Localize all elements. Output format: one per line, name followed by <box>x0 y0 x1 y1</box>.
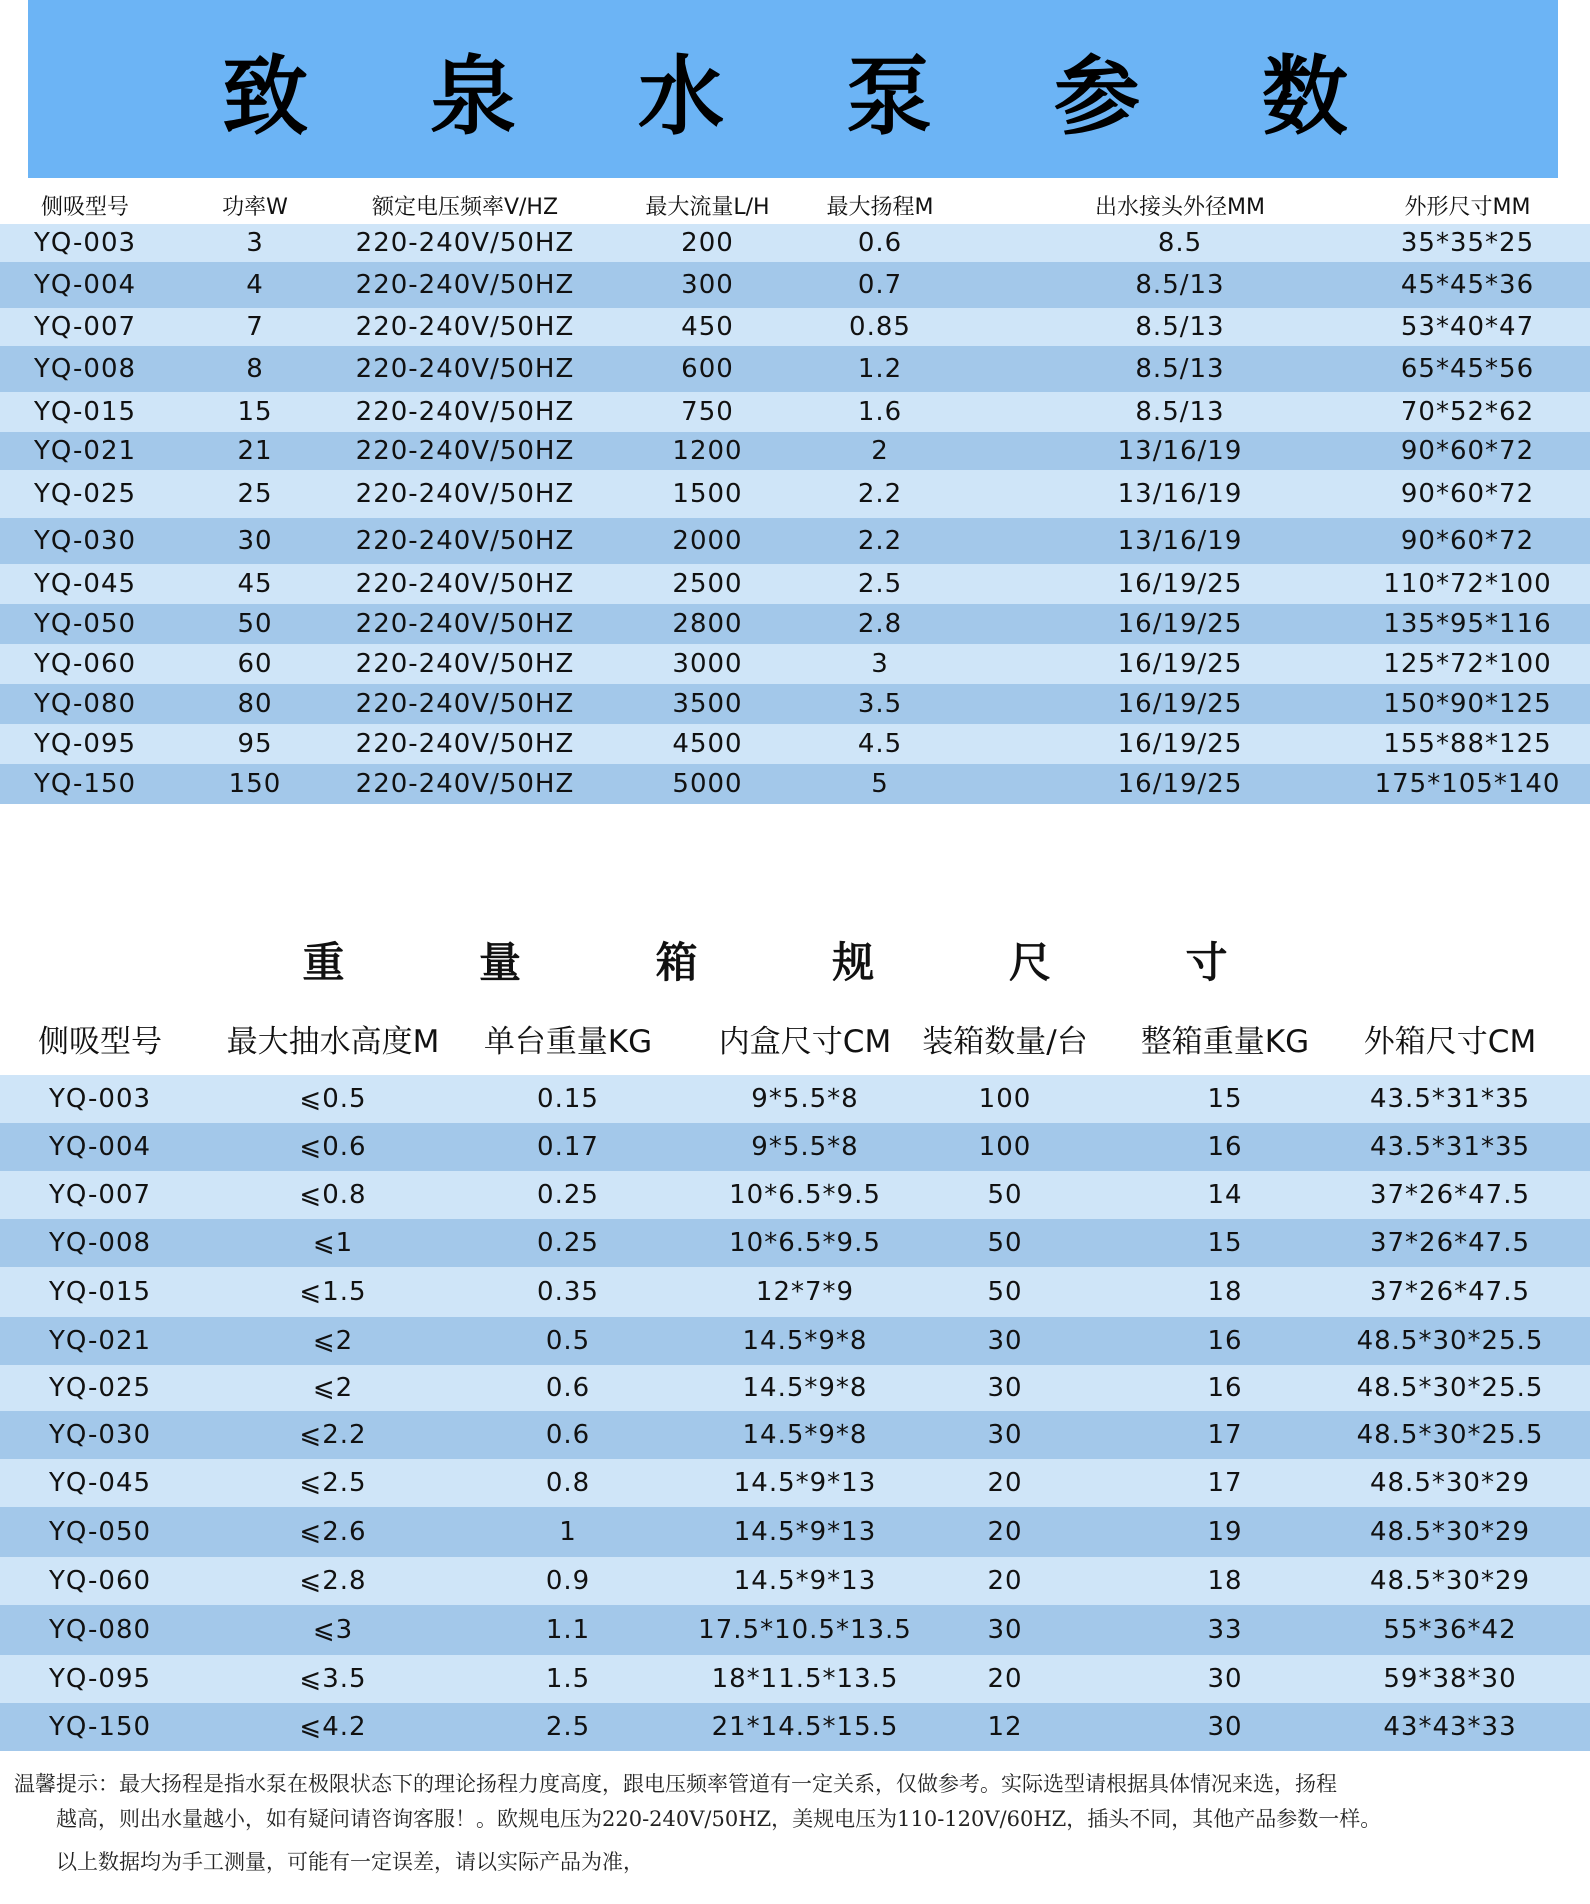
packing-cell-model: YQ-008 <box>48 1228 152 1258</box>
spec-cell-outlet: 13/16/19 <box>1117 526 1243 556</box>
packing-cell-carton-size: 48.5*30*25.5 <box>1356 1420 1544 1450</box>
packing-cell-inner-box: 12*7*9 <box>755 1277 855 1307</box>
packing-cell-carton-weight: 30 <box>1207 1664 1243 1694</box>
packing-row <box>0 1075 1590 1123</box>
packing-row <box>0 1459 1590 1507</box>
packing-row <box>0 1267 1590 1317</box>
packing-table <box>0 1003 1590 1749</box>
packing-cell-suction: ⩽2 <box>312 1373 354 1403</box>
spec-row <box>0 308 1590 346</box>
packing-cell-suction: ⩽0.6 <box>299 1132 367 1162</box>
spec-cell-power: 60 <box>237 649 273 679</box>
spec-cell-model: YQ-050 <box>33 609 137 639</box>
spec-cell-voltage: 220-240V/50HZ <box>355 689 575 719</box>
spec-cell-voltage: 220-240V/50HZ <box>355 354 575 384</box>
spec-cell-voltage: 220-240V/50HZ <box>355 436 575 466</box>
packing-cell-unit-weight: 0.8 <box>545 1468 591 1498</box>
spec-cell-model: YQ-025 <box>33 479 137 509</box>
packing-cell-unit-weight: 1 <box>559 1517 577 1547</box>
spec-cell-flow: 300 <box>681 270 734 300</box>
packing-cell-qty: 30 <box>987 1420 1023 1450</box>
spec-cell-head: 5 <box>871 769 889 799</box>
packing-cell-carton-size: 48.5*30*29 <box>1369 1566 1531 1596</box>
spec-row <box>0 764 1590 804</box>
packing-cell-unit-weight: 0.5 <box>545 1326 591 1356</box>
packing-cell-suction: ⩽2.2 <box>299 1420 367 1450</box>
packing-cell-suction: ⩽2.6 <box>299 1517 367 1547</box>
packing-section-title: 重 量 箱 规 尺 寸 <box>302 938 1288 987</box>
spec-cell-head: 1.2 <box>857 354 903 384</box>
packing-cell-carton-size: 59*38*30 <box>1383 1664 1517 1694</box>
packing-cell-qty: 50 <box>987 1180 1023 1210</box>
packing-header-suction: 最大抽水高度M <box>226 1023 440 1060</box>
spec-cell-flow: 2000 <box>672 526 743 556</box>
spec-table <box>0 186 1590 804</box>
spec-cell-model: YQ-150 <box>33 769 137 799</box>
spec-cell-size: 125*72*100 <box>1383 649 1552 679</box>
spec-cell-outlet: 13/16/19 <box>1117 479 1243 509</box>
spec-cell-model: YQ-021 <box>33 436 137 466</box>
spec-row <box>0 262 1590 308</box>
spec-cell-power: 21 <box>237 436 273 466</box>
spec-cell-model: YQ-015 <box>33 397 137 427</box>
spec-cell-voltage: 220-240V/50HZ <box>355 609 575 639</box>
spec-cell-head: 0.6 <box>857 228 903 258</box>
spec-cell-size: 155*88*125 <box>1383 729 1552 759</box>
packing-cell-qty: 50 <box>987 1228 1023 1258</box>
packing-cell-carton-size: 37*26*47.5 <box>1369 1228 1531 1258</box>
packing-cell-model: YQ-080 <box>48 1615 152 1645</box>
spec-cell-head: 2.8 <box>857 609 903 639</box>
spec-row <box>0 604 1590 644</box>
spec-cell-flow: 3000 <box>672 649 743 679</box>
spec-cell-power: 8 <box>246 354 264 384</box>
spec-row <box>0 518 1590 564</box>
spec-cell-model: YQ-003 <box>33 228 137 258</box>
spec-cell-flow: 2500 <box>672 569 743 599</box>
spec-header-model: 侧吸型号 <box>40 194 129 220</box>
spec-cell-model: YQ-007 <box>33 312 137 342</box>
spec-cell-power: 30 <box>237 526 273 556</box>
spec-cell-flow: 200 <box>681 228 734 258</box>
spec-cell-head: 2.2 <box>857 526 903 556</box>
packing-cell-qty: 20 <box>987 1664 1023 1694</box>
packing-cell-inner-box: 14.5*9*8 <box>742 1420 868 1450</box>
spec-cell-size: 90*60*72 <box>1400 479 1535 509</box>
packing-cell-inner-box: 9*5.5*8 <box>751 1132 859 1162</box>
packing-cell-carton-size: 43.5*31*35 <box>1369 1084 1531 1114</box>
spec-cell-voltage: 220-240V/50HZ <box>355 228 575 258</box>
packing-cell-model: YQ-095 <box>48 1664 152 1694</box>
packing-cell-carton-size: 43*43*33 <box>1383 1712 1517 1742</box>
spec-header-power: 功率W <box>222 194 288 220</box>
spec-cell-size: 90*60*72 <box>1400 526 1535 556</box>
packing-cell-unit-weight: 2.5 <box>545 1712 591 1742</box>
spec-row <box>0 392 1590 432</box>
packing-table-header <box>0 1003 1590 1073</box>
packing-cell-carton-weight: 33 <box>1207 1615 1243 1645</box>
spec-cell-flow: 5000 <box>672 769 743 799</box>
packing-cell-carton-size: 37*26*47.5 <box>1369 1277 1531 1307</box>
packing-cell-qty: 20 <box>987 1566 1023 1596</box>
spec-header-voltage: 额定电压频率V/HZ <box>371 194 559 220</box>
packing-cell-qty: 100 <box>978 1132 1032 1162</box>
packing-cell-carton-weight: 14 <box>1207 1180 1243 1210</box>
packing-cell-model: YQ-003 <box>48 1084 152 1114</box>
spec-cell-voltage: 220-240V/50HZ <box>355 312 575 342</box>
spec-cell-head: 2.5 <box>857 569 903 599</box>
packing-cell-carton-size: 37*26*47.5 <box>1369 1180 1531 1210</box>
packing-cell-unit-weight: 0.6 <box>545 1420 591 1450</box>
packing-cell-carton-weight: 15 <box>1207 1084 1243 1114</box>
spec-cell-outlet: 8.5/13 <box>1135 354 1225 384</box>
spec-cell-size: 150*90*125 <box>1383 689 1552 719</box>
packing-cell-carton-weight: 17 <box>1207 1468 1243 1498</box>
spec-header-flow: 最大流量L/H <box>645 194 770 220</box>
spec-cell-head: 0.7 <box>857 270 903 300</box>
packing-row <box>0 1411 1590 1459</box>
spec-row <box>0 224 1590 262</box>
packing-cell-unit-weight: 1.5 <box>545 1664 591 1694</box>
spec-cell-head: 2.2 <box>857 479 903 509</box>
spec-cell-model: YQ-008 <box>33 354 137 384</box>
packing-cell-carton-size: 48.5*30*25.5 <box>1356 1326 1544 1356</box>
packing-row <box>0 1557 1590 1605</box>
packing-row <box>0 1703 1590 1751</box>
spec-cell-power: 7 <box>246 312 264 342</box>
spec-cell-power: 45 <box>237 569 273 599</box>
spec-cell-outlet: 16/19/25 <box>1117 769 1243 799</box>
packing-cell-inner-box: 17.5*10.5*13.5 <box>698 1615 912 1645</box>
packing-cell-carton-weight: 16 <box>1207 1326 1243 1356</box>
spec-cell-power: 95 <box>237 729 273 759</box>
packing-cell-unit-weight: 0.9 <box>545 1566 591 1596</box>
packing-cell-qty: 20 <box>987 1517 1023 1547</box>
packing-cell-unit-weight: 0.35 <box>537 1277 599 1307</box>
packing-row <box>0 1507 1590 1557</box>
packing-cell-inner-box: 14.5*9*8 <box>742 1373 868 1403</box>
packing-header-model: 侧吸型号 <box>38 1023 162 1060</box>
spec-cell-head: 4.5 <box>857 729 903 759</box>
note-line-3: 以上数据均为手工测量，可能有一定误差，请以实际产品为准， <box>56 1850 644 1874</box>
spec-cell-size: 175*105*140 <box>1374 769 1561 799</box>
packing-cell-model: YQ-030 <box>48 1420 152 1450</box>
packing-cell-suction: ⩽0.5 <box>299 1084 367 1114</box>
packing-cell-inner-box: 14.5*9*13 <box>733 1468 877 1498</box>
note-line-1: 温馨提示：最大扬程是指水泵在极限状态下的理论扬程力度高度，跟电压频率管道有一定关系，仅做参考。实际选型请根据具体情况来选，扬程 <box>14 1772 1337 1796</box>
spec-cell-outlet: 8.5/13 <box>1135 312 1225 342</box>
spec-cell-flow: 2800 <box>672 609 743 639</box>
packing-cell-model: YQ-150 <box>48 1712 152 1742</box>
packing-row <box>0 1317 1590 1365</box>
page-title: 致 泉 水 泵 参 数 <box>222 47 1394 147</box>
spec-cell-outlet: 8.5/13 <box>1135 270 1225 300</box>
packing-cell-inner-box: 9*5.5*8 <box>751 1084 859 1114</box>
spec-cell-voltage: 220-240V/50HZ <box>355 397 575 427</box>
packing-cell-unit-weight: 0.15 <box>537 1084 599 1114</box>
spec-row <box>0 470 1590 518</box>
packing-cell-inner-box: 10*6.5*9.5 <box>729 1228 881 1258</box>
packing-cell-carton-weight: 16 <box>1207 1373 1243 1403</box>
spec-cell-head: 3 <box>871 649 889 679</box>
packing-cell-carton-weight: 30 <box>1207 1712 1243 1742</box>
packing-cell-carton-weight: 18 <box>1207 1277 1243 1307</box>
packing-cell-carton-weight: 17 <box>1207 1420 1243 1450</box>
packing-row <box>0 1219 1590 1267</box>
note-line-2: 越高，则出水量越小，如有疑问请咨询客服！。欧规电压为220-240V/50HZ，美规电压为110-120V/60HZ，插头不同，其他产品参数一样。 <box>56 1807 1382 1831</box>
spec-cell-model: YQ-004 <box>33 270 137 300</box>
spec-cell-outlet: 16/19/25 <box>1117 609 1243 639</box>
packing-cell-carton-size: 43.5*31*35 <box>1369 1132 1531 1162</box>
spec-cell-outlet: 8.5 <box>1157 228 1203 258</box>
spec-header-size: 外形尺寸MM <box>1404 194 1531 220</box>
spec-cell-outlet: 16/19/25 <box>1117 649 1243 679</box>
spec-cell-voltage: 220-240V/50HZ <box>355 649 575 679</box>
spec-cell-flow: 1200 <box>672 436 743 466</box>
spec-cell-head: 0.85 <box>849 312 911 342</box>
spec-table-header <box>0 186 1590 224</box>
packing-row <box>0 1605 1590 1655</box>
packing-cell-carton-weight: 15 <box>1207 1228 1243 1258</box>
spec-cell-voltage: 220-240V/50HZ <box>355 479 575 509</box>
spec-cell-flow: 3500 <box>672 689 743 719</box>
spec-header-outlet: 出水接头外径MM <box>1095 194 1265 220</box>
packing-header-inner-box: 内盒尺寸CM <box>718 1023 892 1060</box>
packing-cell-suction: ⩽2.8 <box>299 1566 367 1596</box>
spec-cell-head: 1.6 <box>857 397 903 427</box>
packing-row <box>0 1655 1590 1703</box>
spec-cell-model: YQ-045 <box>33 569 137 599</box>
spec-cell-size: 135*95*116 <box>1383 609 1552 639</box>
packing-cell-suction: ⩽2.5 <box>299 1468 367 1498</box>
spec-header-head: 最大扬程M <box>826 194 934 220</box>
spec-cell-voltage: 220-240V/50HZ <box>355 569 575 599</box>
spec-cell-power: 80 <box>237 689 273 719</box>
packing-cell-qty: 30 <box>987 1326 1023 1356</box>
spec-cell-voltage: 220-240V/50HZ <box>355 526 575 556</box>
spec-cell-flow: 4500 <box>672 729 743 759</box>
packing-cell-model: YQ-015 <box>48 1277 152 1307</box>
packing-row <box>0 1365 1590 1411</box>
spec-cell-flow: 1500 <box>672 479 743 509</box>
spec-cell-size: 110*72*100 <box>1383 569 1552 599</box>
spec-cell-size: 35*35*25 <box>1400 228 1535 258</box>
spec-cell-power: 25 <box>237 479 273 509</box>
packing-cell-unit-weight: 0.17 <box>537 1132 599 1162</box>
packing-cell-inner-box: 10*6.5*9.5 <box>729 1180 881 1210</box>
spec-cell-voltage: 220-240V/50HZ <box>355 729 575 759</box>
spec-cell-model: YQ-060 <box>33 649 137 679</box>
spec-cell-voltage: 220-240V/50HZ <box>355 769 575 799</box>
packing-cell-suction: ⩽2 <box>312 1326 354 1356</box>
packing-header-carton-weight: 整箱重量KG <box>1140 1023 1310 1060</box>
spec-cell-flow: 750 <box>681 397 734 427</box>
packing-cell-model: YQ-004 <box>48 1132 152 1162</box>
packing-cell-carton-size: 48.5*30*25.5 <box>1356 1373 1544 1403</box>
packing-cell-model: YQ-007 <box>48 1180 152 1210</box>
spec-row <box>0 684 1590 724</box>
packing-cell-unit-weight: 0.25 <box>537 1228 599 1258</box>
packing-cell-inner-box: 14.5*9*8 <box>742 1326 868 1356</box>
packing-cell-suction: ⩽4.2 <box>299 1712 367 1742</box>
packing-row <box>0 1171 1590 1219</box>
spec-cell-size: 53*40*47 <box>1400 312 1535 342</box>
packing-cell-suction: ⩽3.5 <box>299 1664 367 1694</box>
packing-cell-carton-weight: 18 <box>1207 1566 1243 1596</box>
spec-row <box>0 432 1590 470</box>
spec-cell-power: 15 <box>237 397 273 427</box>
packing-cell-unit-weight: 0.25 <box>537 1180 599 1210</box>
spec-cell-outlet: 16/19/25 <box>1117 689 1243 719</box>
title-banner <box>28 0 1558 178</box>
spec-cell-outlet: 16/19/25 <box>1117 729 1243 759</box>
packing-cell-inner-box: 21*14.5*15.5 <box>711 1712 899 1742</box>
spec-cell-outlet: 8.5/13 <box>1135 397 1225 427</box>
packing-cell-inner-box: 14.5*9*13 <box>733 1517 877 1547</box>
packing-cell-inner-box: 14.5*9*13 <box>733 1566 877 1596</box>
spec-cell-head: 2 <box>871 436 889 466</box>
spec-cell-voltage: 220-240V/50HZ <box>355 270 575 300</box>
packing-cell-inner-box: 18*11.5*13.5 <box>711 1664 899 1694</box>
packing-cell-carton-size: 55*36*42 <box>1383 1615 1517 1645</box>
packing-cell-model: YQ-060 <box>48 1566 152 1596</box>
packing-cell-suction: ⩽1 <box>312 1228 354 1258</box>
spec-cell-size: 65*45*56 <box>1400 354 1535 384</box>
spec-cell-outlet: 13/16/19 <box>1117 436 1243 466</box>
spec-row <box>0 564 1590 604</box>
spec-cell-power: 150 <box>228 769 282 799</box>
packing-cell-model: YQ-021 <box>48 1326 152 1356</box>
spec-cell-size: 90*60*72 <box>1400 436 1535 466</box>
packing-cell-qty: 12 <box>987 1712 1023 1742</box>
packing-row <box>0 1123 1590 1171</box>
spec-cell-size: 45*45*36 <box>1400 270 1535 300</box>
packing-header-unit-weight: 单台重量KG <box>483 1023 653 1060</box>
packing-cell-suction: ⩽1.5 <box>299 1277 367 1307</box>
spec-cell-power: 3 <box>246 228 264 258</box>
spec-cell-size: 70*52*62 <box>1400 397 1535 427</box>
spec-cell-model: YQ-030 <box>33 526 137 556</box>
packing-cell-model: YQ-025 <box>48 1373 152 1403</box>
packing-cell-carton-weight: 16 <box>1207 1132 1243 1162</box>
packing-cell-qty: 50 <box>987 1277 1023 1307</box>
spec-row <box>0 644 1590 684</box>
packing-cell-qty: 30 <box>987 1373 1023 1403</box>
spec-row <box>0 724 1590 764</box>
packing-cell-model: YQ-045 <box>48 1468 152 1498</box>
packing-cell-carton-size: 48.5*30*29 <box>1369 1517 1531 1547</box>
packing-cell-qty: 100 <box>978 1084 1032 1114</box>
packing-cell-qty: 30 <box>987 1615 1023 1645</box>
spec-cell-flow: 600 <box>681 354 734 384</box>
spec-cell-flow: 450 <box>681 312 734 342</box>
packing-header-qty: 装箱数量/台 <box>922 1023 1088 1060</box>
packing-cell-carton-weight: 19 <box>1207 1517 1243 1547</box>
packing-cell-unit-weight: 0.6 <box>545 1373 591 1403</box>
spec-cell-model: YQ-080 <box>33 689 137 719</box>
packing-cell-model: YQ-050 <box>48 1517 152 1547</box>
spec-cell-power: 4 <box>246 270 264 300</box>
packing-cell-suction: ⩽0.8 <box>299 1180 367 1210</box>
packing-cell-qty: 20 <box>987 1468 1023 1498</box>
packing-cell-suction: ⩽3 <box>312 1615 354 1645</box>
spec-cell-head: 3.5 <box>857 689 903 719</box>
spec-row <box>0 346 1590 392</box>
spec-cell-power: 50 <box>237 609 273 639</box>
spec-cell-model: YQ-095 <box>33 729 137 759</box>
packing-cell-unit-weight: 1.1 <box>545 1615 591 1645</box>
spec-cell-outlet: 16/19/25 <box>1117 569 1243 599</box>
packing-header-carton-size: 外箱尺寸CM <box>1363 1023 1537 1060</box>
packing-cell-carton-size: 48.5*30*29 <box>1369 1468 1531 1498</box>
